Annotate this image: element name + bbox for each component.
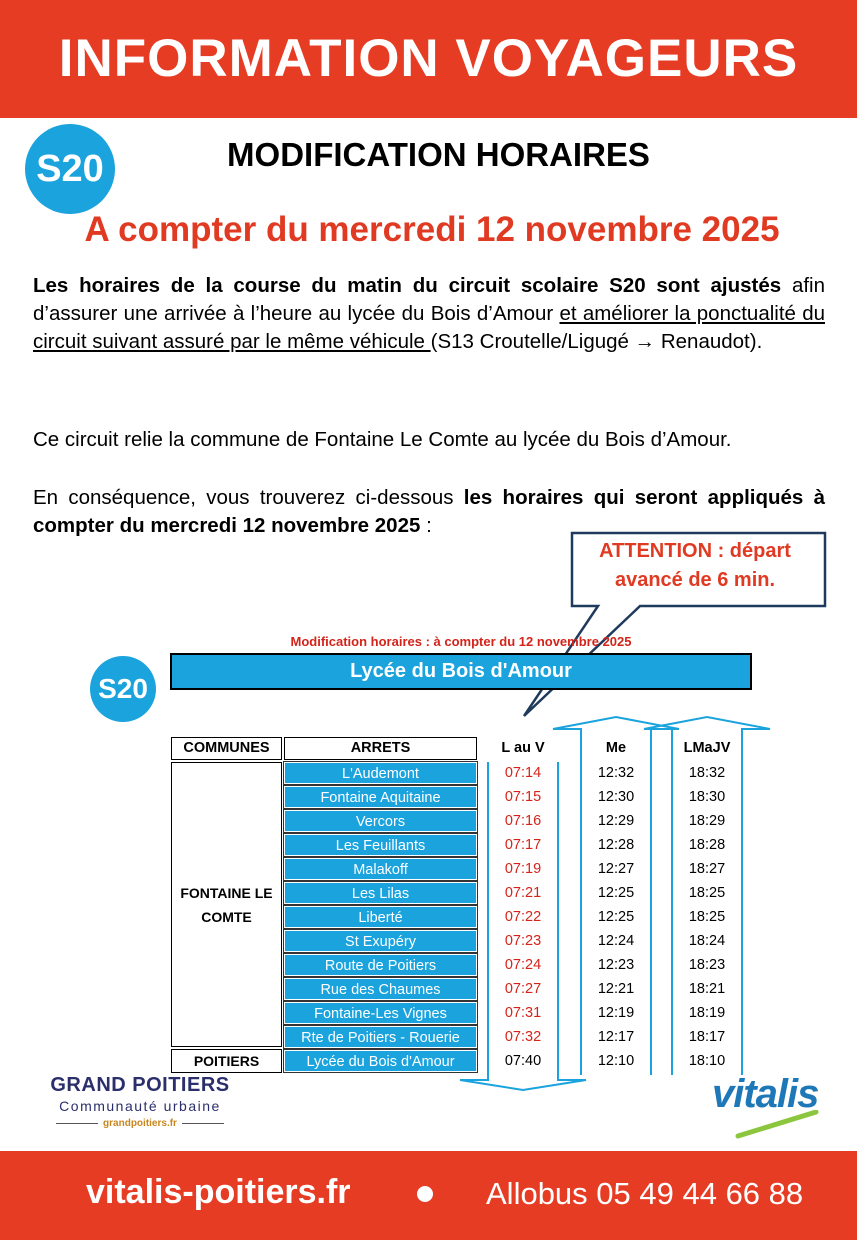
callout-line-2: avancé de 6 min. — [614, 569, 776, 591]
table-row-lv: 07:40 — [504, 1053, 542, 1069]
table-title: Lycée du Bois d'Amour — [170, 653, 752, 690]
table-row-stop: Route de Poitiers — [284, 954, 477, 976]
gp-logo-url-text: grandpoitiers.fr — [103, 1118, 177, 1129]
s20-badge-label: S20 — [36, 148, 104, 190]
callout-line-1: ATTENTION : départ — [599, 540, 791, 562]
header-communes: COMMUNES — [171, 737, 282, 760]
commune-1-line-2: COMTE — [201, 908, 252, 925]
table-row-lv: 07:32 — [504, 1029, 542, 1045]
paragraph-2: Ce circuit relie la commune de Fontaine Le Comte au lycée du Bois d’Amour. — [33, 428, 732, 451]
table-row-me: 12:25 — [597, 885, 635, 901]
table-row-lv: 07:16 — [504, 813, 542, 829]
table-row-stop: Rte de Poitiers - Rouerie — [284, 1026, 477, 1048]
table-row-me: 12:30 — [597, 789, 635, 805]
header-lmajv: LMaJV — [683, 740, 731, 756]
table-row-me: 12:25 — [597, 909, 635, 925]
gp-logo-url — [40, 1118, 240, 1129]
header-l-au-v: L au V — [501, 740, 545, 756]
table-row-lmajv: 18:28 — [688, 837, 726, 853]
s20-badge-table — [90, 656, 156, 722]
footer-phone: Allobus 05 49 44 66 88 — [486, 1176, 804, 1211]
arrow-icon: → — [634, 330, 656, 353]
subtitle: MODIFICATION HORAIRES — [227, 136, 650, 173]
p3-bold: les horaires qui seront appliqués à compter du mercredi 12 novembre 2025 — [33, 486, 825, 537]
footer-banner — [0, 1151, 857, 1240]
table-row-stop: Lycée du Bois d'Amour — [284, 1050, 477, 1072]
table-row-me: 12:17 — [597, 1029, 635, 1045]
date-title: A compter du mercredi 12 novembre 2025 — [84, 210, 780, 249]
table-row-me: 12:29 — [597, 813, 635, 829]
table-row-stop: Les Feuillants — [284, 834, 477, 856]
header-me: Me — [605, 740, 627, 756]
table-row-lv: 07:14 — [504, 765, 542, 781]
table-row-lv: 07:22 — [504, 909, 542, 925]
table-row-me: 12:10 — [597, 1053, 635, 1069]
header-arrets: ARRETS — [284, 737, 477, 760]
table-row-me: 12:28 — [597, 837, 635, 853]
vitalis-swoosh-icon — [732, 1110, 822, 1142]
table-row-lmajv: 18:32 — [688, 765, 726, 781]
table-row-stop: Rue des Chaumes — [284, 978, 477, 1000]
table-row-lmajv: 18:23 — [688, 957, 726, 973]
table-row-stop: L'Audemont — [284, 762, 477, 784]
bullet-icon — [417, 1186, 433, 1202]
p1-underlined: et améliorer la ponctualité du circuit suivant assuré par le même véhicule — [33, 302, 825, 353]
table-row-stop: Les Lilas — [284, 882, 477, 904]
gp-logo-subtitle: Communauté urbaine — [59, 1098, 221, 1114]
s20-badge-table-label: S20 — [98, 673, 148, 704]
table-row-lv: 07:24 — [504, 957, 542, 973]
vitalis-logo-text: vitalis — [712, 1072, 819, 1116]
table-row-stop: Malakoff — [284, 858, 477, 880]
table-row-me: 12:27 — [597, 861, 635, 877]
table-row-me: 12:23 — [597, 957, 635, 973]
commune-1-line-1: FONTAINE LE — [180, 884, 273, 901]
table-row-stop: Vercors — [284, 810, 477, 832]
table-row-lmajv: 18:17 — [688, 1029, 726, 1045]
p3-text2: : — [420, 514, 432, 537]
p3-text1: En conséquence, vous trouverez ci-dessous — [33, 486, 464, 509]
table-row-me: 12:19 — [597, 1005, 635, 1021]
table-row-lv: 07:23 — [504, 933, 542, 949]
table-row-stop: Liberté — [284, 906, 477, 928]
table-row-lmajv: 18:19 — [688, 1005, 726, 1021]
p1-text2: (S13 Croutelle/Ligugé — [430, 330, 635, 353]
table-row-lmajv: 18:24 — [688, 933, 726, 949]
table-row-lmajv: 18:10 — [688, 1053, 726, 1069]
header-title: INFORMATION VOYAGEURS — [58, 29, 799, 88]
commune-poitiers: POITIERS — [171, 1049, 282, 1073]
p1-text3: Renaudot). — [655, 330, 763, 353]
table-row-lv: 07:31 — [504, 1005, 542, 1021]
table-row-lmajv: 18:29 — [688, 813, 726, 829]
table-row-lmajv: 18:25 — [688, 909, 726, 925]
p1-bold: Les horaires de la course du matin du circuit scolaire S20 sont ajustés — [33, 274, 782, 297]
callout-text — [575, 537, 815, 595]
table-row-lv: 07:27 — [504, 981, 542, 997]
table-caption: Modification horaires : à compter du 12 novembre 2025 — [290, 634, 632, 649]
table-row-me: 12:24 — [597, 933, 635, 949]
footer-website-link[interactable]: vitalis-poitiers.fr — [86, 1173, 351, 1211]
p1-text1: afin d’assurer une arrivée à l’heure au lycée du Bois d’Amour — [33, 274, 826, 325]
table-row-lv: 07:19 — [504, 861, 542, 877]
gp-logo-title: GRAND POITIERS — [50, 1074, 230, 1096]
grand-poitiers-logo — [40, 1074, 240, 1129]
table-row-lmajv: 18:25 — [688, 885, 726, 901]
table-row-stop: Fontaine Aquitaine — [284, 786, 477, 808]
table-row-me: 12:21 — [597, 981, 635, 997]
table-row-stop: St Exupéry — [284, 930, 477, 952]
table-row-lv: 07:17 — [504, 837, 542, 853]
table-row-stop: Fontaine-Les Vignes — [284, 1002, 477, 1024]
table-row-lv: 07:21 — [504, 885, 542, 901]
table-row-lmajv: 18:27 — [688, 861, 726, 877]
table-row-lmajv: 18:30 — [688, 789, 726, 805]
table-row-lmajv: 18:21 — [688, 981, 726, 997]
commune-fontaine-le-comte — [171, 762, 282, 1047]
table-row-me: 12:32 — [597, 765, 635, 781]
table-row-lv: 07:15 — [504, 789, 542, 805]
